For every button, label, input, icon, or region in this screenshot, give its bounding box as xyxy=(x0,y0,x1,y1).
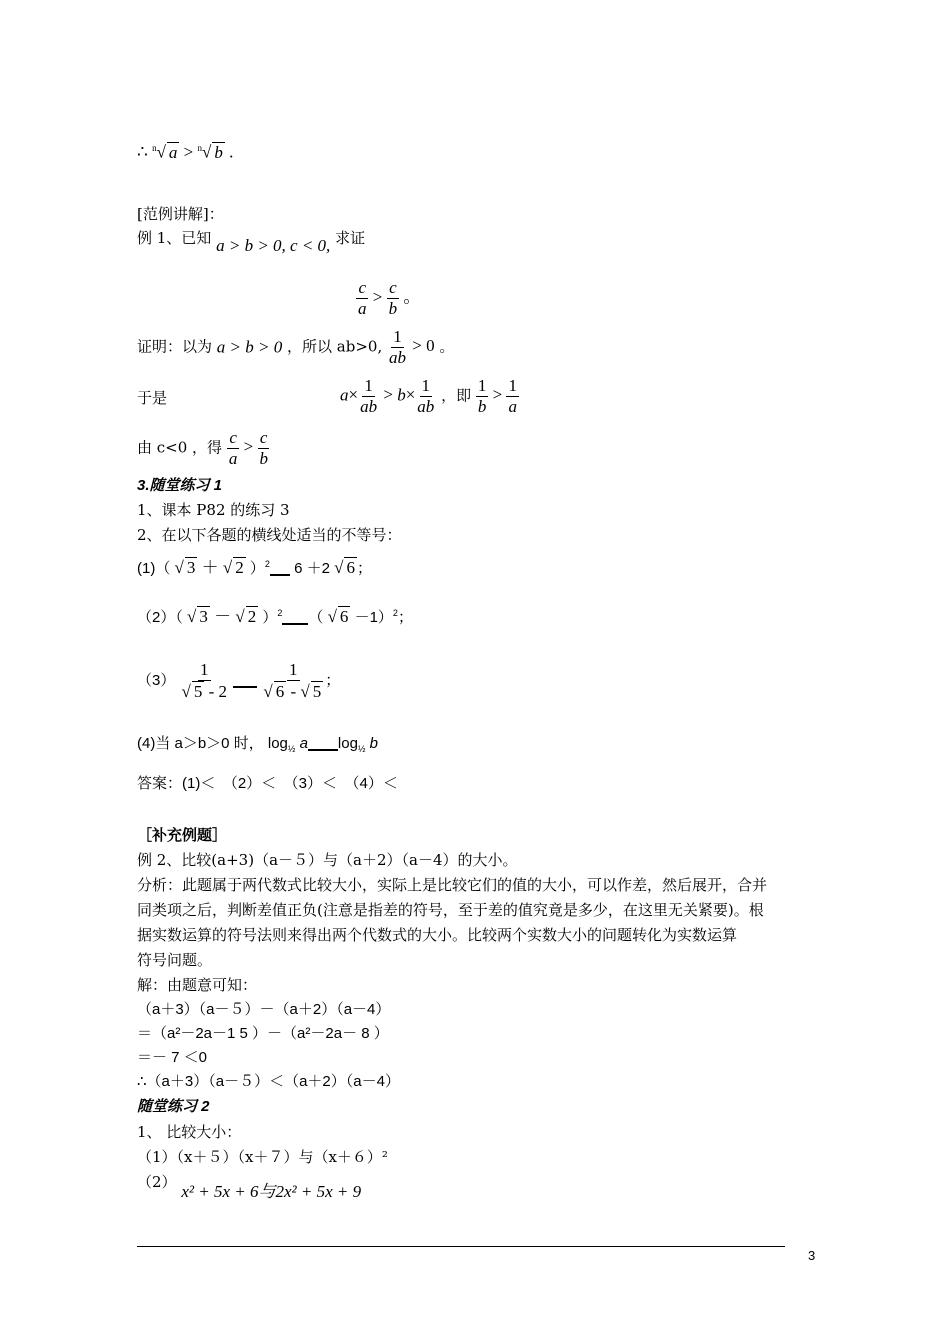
ex1-suffix: 求证 xyxy=(335,229,366,247)
proof-prefix: 证明：以为 xyxy=(137,337,213,356)
analysis-line-1: 分析：此题属于两代数式比较大小，实际上是比较它们的值的大小，可以作差，然后展开，合并 xyxy=(137,876,768,894)
analysis-line-4: 符号问题。 xyxy=(137,951,213,969)
therefore-symbol: ∴ xyxy=(137,142,148,162)
question-1: (1)（ √ 3 ＋ √ 2 ）$^2$ 6 ＋2 √ 6 ； xyxy=(137,558,372,577)
section-3-title: 3.随堂练习 1 xyxy=(137,477,223,494)
supplement-header: ［补充例题］ xyxy=(137,827,228,844)
solution-line-5: ∴（a＋3）（a－５）＜（a＋2）（a－4） xyxy=(137,1073,400,1090)
solution-line-4: ＝－ 7 ＜0 xyxy=(137,1049,208,1066)
footer-rule xyxy=(137,1246,785,1247)
conclusion-line: ∴ $^n$√ a > $^n$√ b . xyxy=(137,142,234,162)
proof-line: 证明：以为 a > b > 0 ，所以 ab>0, $\frac{1}{ab}$ > 0 。 xyxy=(137,327,455,367)
examples-header: [范例讲解]： xyxy=(137,205,224,223)
pr2-q2-math: x² + 5x + 6与2x² + 5x + 9 xyxy=(181,1182,362,1201)
q3-label: （3） xyxy=(137,671,176,689)
ex1-goal: $\frac{c}{a}$ > $\frac{c}{b}$ 。 xyxy=(358,278,421,318)
yushi-label: 于是 xyxy=(137,389,168,407)
proof-mid: ，所以 ab>0, xyxy=(287,337,383,356)
you-prefix: 由 c<0 ，得 xyxy=(137,438,223,457)
yushi-math: a× $\frac{1}{ab}$ > b× $\frac{1}{ab}$ ，即 $\frac{1}{b}$ > $\frac{1}{a}$ xyxy=(340,376,517,416)
question-4: (4)当 a＞b＞0 时， $\log_{\frac{1}{2}} a$ $\log_{\frac{1}{2}} b$ xyxy=(137,735,378,754)
practice-1-item-2: 2、在以下各题的横线处适当的不等号： xyxy=(137,526,402,544)
ex1-prefix: 例 1、已知 xyxy=(137,229,212,247)
q1-label: (1)（ xyxy=(137,560,171,577)
q1-rest: 6 ＋2 xyxy=(294,560,330,577)
practice-2-title: 随堂练习 2 xyxy=(137,1098,210,1115)
page-number: 3 xyxy=(808,1248,816,1263)
question-3: （3） $\frac{1}{√ 5 - 2}$ $\frac{1}{√ 6 - √ 5}$ ； xyxy=(137,660,341,701)
you-line: 由 c<0 ，得 $\frac{c}{a}$ > $\frac{c}{b}$ xyxy=(137,428,268,468)
practice-2-q2 xyxy=(137,1172,362,1201)
proof-end: 。 xyxy=(439,337,455,356)
pr2-q2-label: （2） xyxy=(137,1173,177,1191)
analysis-line-2: 同类项之后，判断差值正负(注意是指差的符号，至于差的值究竟是多少，在这里无关紧要)。根 xyxy=(137,901,764,919)
question-2: （2）（ √ 3 － √ 2 ）$^2$ （ √ 6 －1）$^2$； xyxy=(137,607,413,626)
solution-line-1: 解：由题意可知： xyxy=(137,976,258,994)
solution-line-3: ＝（a²－2a－1 5 ）－（a²－2a－ 8 ） xyxy=(137,1025,389,1042)
analysis-line-3: 据实数运算的符号法则来得出两个代数式的大小。比较两个实数大小的问题转化为实数运算 xyxy=(137,926,738,944)
solution-line-2: （a＋3）（a－５）－（a＋2）（a－4） xyxy=(137,1001,391,1018)
ex1-condition: a > b > 0, c < 0, xyxy=(216,236,331,255)
practice-2-item-1: 1、 比较大小： xyxy=(137,1123,242,1141)
practice-2-q1: （1）（x＋５）（x＋７）与（x＋６）² xyxy=(137,1148,388,1166)
answer-line: 答案：(1)＜ （2）＜ （3）＜ （4）＜ xyxy=(137,775,398,792)
practice-1-item-1: 1、课本 P82 的练习 3 xyxy=(137,501,290,519)
q2-label: （2）（ xyxy=(137,609,183,626)
q4-text: (4)当 a＞b＞0 时， xyxy=(137,735,264,752)
example-2: 例 2、比较(a+3)（a－５）与（a＋2）（a－4）的大小。 xyxy=(137,851,518,869)
ji-label: ，即 xyxy=(441,386,472,405)
example-1 xyxy=(137,228,366,255)
